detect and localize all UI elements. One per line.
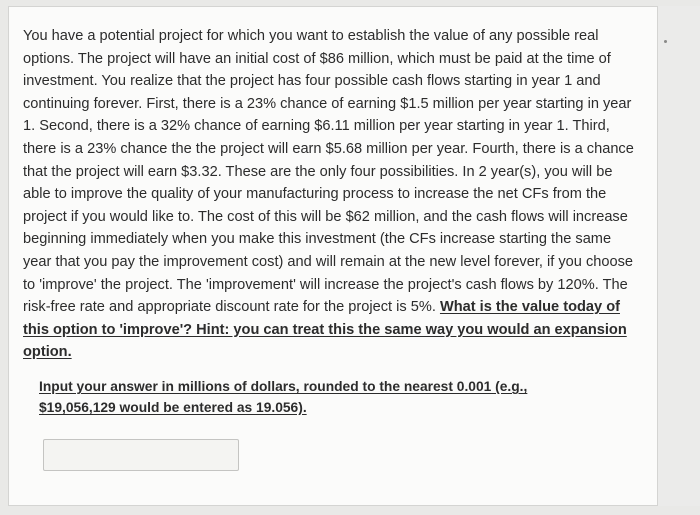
page-margin [658,6,700,506]
question-ask: What is the value today of this option to 'improve'? Hint: you can treat this the same way you would an expansion option. [23,299,627,361]
question-text [23,25,638,364]
question-body: You have a potential project for which you want to establish the value of any possible real options. The project will have an initial cost of $86 million, which must be paid at the time of investment. You realize that the project has four possible cash flows starting in year 1 and continuing forever. First, there is a 23% chance of earning $1.5 million per year starting in year 1. Second, there is a 32% chance of earning $6.11 million per year starting in year 1. Third, there is a 23% chance the the project will earn $5.68 million per year. Fourth, there is a chance that the project will earn $3.32. These are the only four possibilities. In 2 year(s), you will be able to improve the quality of your manufacturing process to increase the net CFs from the project if you would like to. The cost of this will be $62 million, and the cash flows will increase beginning immediately when you make this investment (the CFs increase starting the same year that you pay the improvement cost) and will remain at the new level forever, if you choose to 'improve' the project. The 'improvement' will increase the project's cash flows by 120%. The risk-free rate and appropriate discount rate for the project is 5%. [23,28,634,316]
question-card [8,6,658,506]
answer-instruction: Input your answer in millions of dollars, rounded to the nearest 0.001 (e.g., $19,056,129 would be entered as 19.056). [39,379,528,415]
stray-dot [664,40,667,43]
answer-input[interactable] [43,439,239,471]
